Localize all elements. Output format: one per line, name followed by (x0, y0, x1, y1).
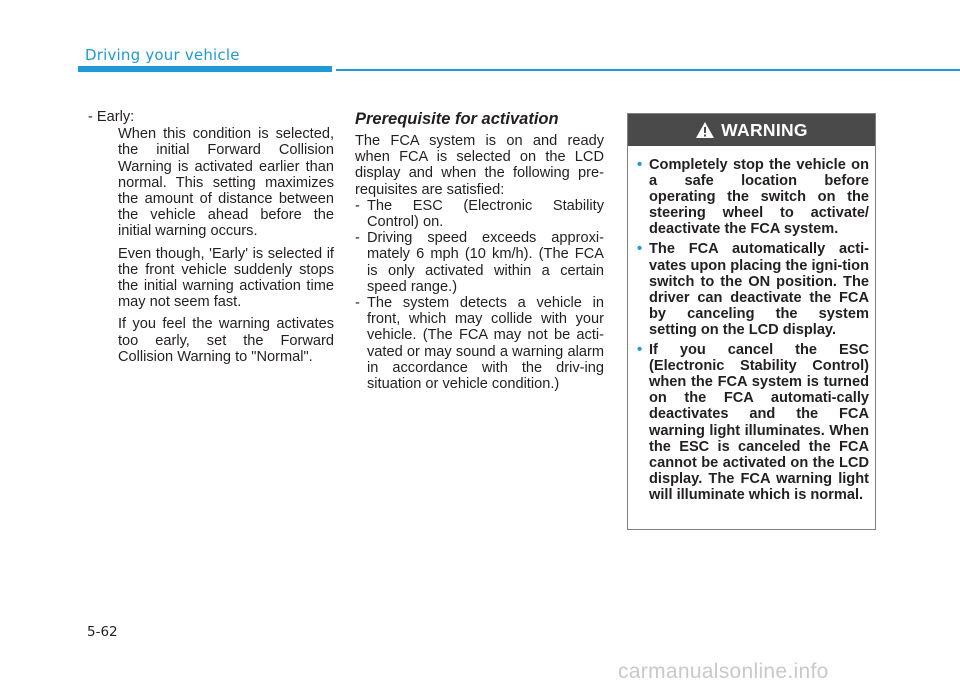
watermark: carmanualsonline.info (618, 660, 829, 683)
dash-marker: - (355, 295, 360, 312)
warning-header (628, 114, 875, 146)
header-rule-thin (336, 69, 960, 71)
middle-column (355, 109, 604, 392)
bullet-icon: • (637, 241, 643, 258)
list-item (355, 230, 604, 295)
section-title: Driving your vehicle (85, 46, 240, 64)
list-item-text: Driving speed exceeds approxi-mately 6 mph (10 km/h). (The FCA is only activated within a certain speed range.) (367, 230, 604, 295)
warning-item (637, 241, 869, 338)
warning-list (637, 157, 869, 507)
option-label: - Early: (88, 109, 135, 125)
warning-triangle-icon (695, 121, 715, 139)
bullet-icon: • (637, 157, 643, 173)
header-rule-thick (78, 66, 332, 72)
bullet-icon: • (637, 342, 643, 359)
list-item (355, 198, 604, 230)
warning-item-text: Completely stop the vehicle on a safe location before operating the switch on the steering wheel to activate/ deactivate the FCA system. (649, 157, 869, 238)
left-column (88, 109, 334, 371)
dash-marker: - (355, 197, 360, 214)
warning-item (637, 342, 869, 503)
list-item (355, 295, 604, 392)
paragraph: When this condition is selected, the initial Forward Collision Warning is activated earlier than normal. This setting maximizes the amount of distance between the vehicle ahead before the initial warning occurs. (118, 126, 334, 240)
dash-marker: - (355, 230, 360, 247)
page-number: 5-62 (87, 624, 118, 640)
list-item-text: The ESC (Electronic Stability Control) on. (367, 197, 604, 231)
list-item-text: The system detects a vehicle in front, which may collide with your vehicle. (The FCA may not be acti-vated or may sound a warning alarm in accordance with the driv-ing situation or vehicle condition.) (367, 295, 604, 393)
intro-paragraph: The FCA system is on and ready when FCA is selected on the LCD display and when the following pre-requisites are satisfied: (355, 133, 604, 198)
warning-item-text: The FCA automatically acti-vates upon placing the igni-tion switch to the ON position. The driver can deactivate the FCA by canceling the system setting on the LCD display. (649, 241, 869, 338)
warning-box (627, 113, 876, 530)
warning-item (637, 157, 869, 237)
warning-title: WARNING (721, 119, 808, 140)
prerequisite-heading: Prerequisite for activation (355, 110, 559, 128)
paragraph: If you feel the warning activates too early, set the Forward Collision Warning to "Normal". (118, 316, 334, 365)
warning-item-text: If you cancel the ESC (Electronic Stability Control) when the FCA system is turned on the FCA automati-cally deactivates and the FCA warning light illuminates. When the ESC is canceled the FCA cannot be activated on the LCD display. The FCA warning light will illuminate which is normal. (649, 342, 869, 503)
paragraph: Even though, 'Early' is selected if the front vehicle suddenly stops the initial warning activation time may not seem fast. (118, 245, 334, 311)
